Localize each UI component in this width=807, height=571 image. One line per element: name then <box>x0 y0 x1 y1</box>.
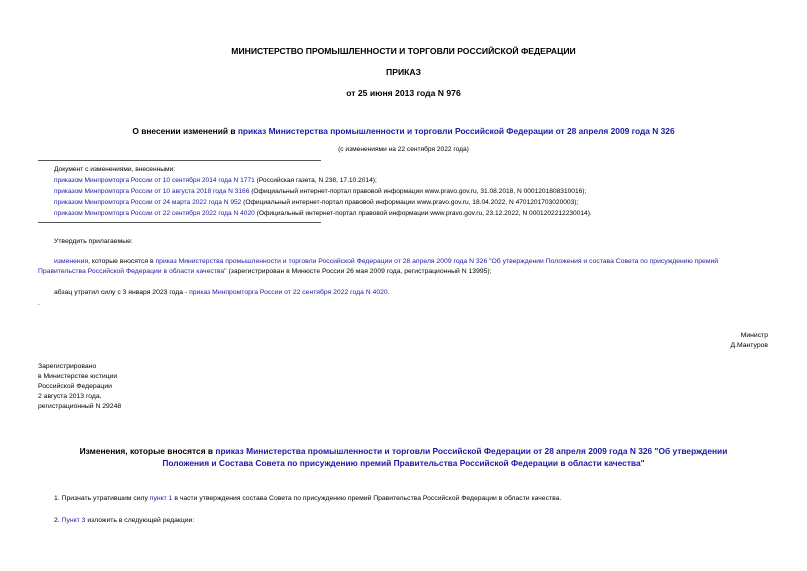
changes-item <box>54 208 592 219</box>
date-number-heading: от 25 июня 2013 года N 976 <box>346 88 461 98</box>
signature-name: Д.Мантуров <box>730 342 768 349</box>
order-326-link-continued[interactable]: Правительства Российской Федерации в области качества" <box>38 268 227 275</box>
document-title-prefix: О внесении изменений в <box>132 126 238 136</box>
document-title <box>0 126 807 136</box>
item2-text: абзац утратил силу с 3 января 2023 года - <box>54 289 190 296</box>
amendment-source-4: (Официальный интернет-портал правовой информации www.pravo.gov.ru, 23.12.2022, N 0001202212230014). <box>254 210 592 217</box>
changes-link[interactable]: изменения <box>54 258 89 265</box>
approve-text: Утвердить прилагаемые: <box>54 238 133 245</box>
divider-bottom <box>38 222 321 223</box>
changes-title-link-continued[interactable]: Положения и Состава Совета по присуждению премий Правительства Российской Федерации в области качества" <box>162 458 645 468</box>
point-2-prefix: 2. <box>54 517 62 524</box>
point-2 <box>54 516 194 526</box>
divider-top <box>38 160 321 161</box>
registration-line: Российской Федерации <box>38 383 112 390</box>
registration-block <box>38 362 121 412</box>
registration-line: Зарегистрировано <box>38 363 97 370</box>
changes-title-prefix: Изменения, которые вносятся в <box>79 446 216 456</box>
amended-order-link[interactable]: приказ Министерства промышленности и торговли Российской Федерации от 28 апреля 2009 года N 326 <box>237 126 675 136</box>
point-1 <box>54 494 561 504</box>
item1-text-1: , которые вносятся в <box>88 258 156 265</box>
signature-position: Министр <box>740 332 768 339</box>
order-326-link[interactable]: приказ Министерства промышленности и торговли Российской Федерации от 28 апреля 2009 года N 326 "Об утверждении Положения и состава Совета по присуждению премий <box>155 258 719 265</box>
signature <box>731 331 768 351</box>
amendment-link-1[interactable]: приказом Минпромторга России от 10 сентября 2014 года N 1771 <box>54 177 255 184</box>
edition-note: (с изменениями на 22 сентября 2022 года) <box>338 146 469 153</box>
amendment-link-4[interactable]: приказом Минпромторга России от 22 сентября 2022 года N 4020 <box>54 210 255 217</box>
changes-title <box>0 445 807 469</box>
amendment-link-2[interactable]: приказом Минпромторга России от 10 августа 2018 года N 3166 <box>54 188 250 195</box>
trailing-dot: . <box>38 300 40 307</box>
changes-intro: Документ с изменениями, внесенными: <box>54 166 176 173</box>
point-1-prefix: 1. Признать утратившим силу <box>54 495 150 502</box>
point-1-rest: в части утверждения состава Совета по присуждению премий Правительства Российской Федерации в области качества. <box>172 495 562 502</box>
registration-line: регистрационный N 29248 <box>38 403 122 410</box>
point-2-link[interactable]: Пункт 3 <box>61 517 86 524</box>
approved-item-1 <box>38 257 778 277</box>
changes-item <box>54 175 592 186</box>
item1-text-2: (зарегистрирован в Минюсте России 26 мая 2009 года, регистрационный N 13995); <box>226 268 492 275</box>
item2-end: . <box>387 289 390 296</box>
amendment-source-2: (Официальный интернет-портал правовой информации www.pravo.gov.ru, 31.08.2018, N 0001201808310016); <box>249 188 587 195</box>
changes-item <box>54 186 592 197</box>
amendment-link-3[interactable]: приказом Минпромторга России от 24 марта 2022 года N 952 <box>54 199 242 206</box>
doc-type-heading: ПРИКАЗ <box>386 67 421 77</box>
point-1-link[interactable]: пункт 1 <box>149 495 173 502</box>
order-4020-link[interactable]: приказ Минпромторга России от 22 сентября 2022 года N 4020 <box>189 289 388 296</box>
approved-item-2 <box>54 288 390 298</box>
registration-line: 2 августа 2013 года, <box>38 393 102 400</box>
amendment-source-1: (Российская газета, N 238, 17.10.2014); <box>254 177 377 184</box>
registration-line: в Министерстве юстиции <box>38 373 118 380</box>
changes-block <box>54 164 592 219</box>
ministry-heading: МИНИСТЕРСТВО ПРОМЫШЛЕННОСТИ И ТОРГОВЛИ РОССИЙСКОЙ ФЕДЕРАЦИИ <box>231 46 576 56</box>
changes-item <box>54 197 592 208</box>
changes-title-link[interactable]: приказ Министерства промышленности и торговли Российской Федерации от 28 апреля 2009 года N 326 "Об утверждении <box>215 446 728 456</box>
amendment-source-3: (Официальный интернет-портал правовой информации www.pravo.gov.ru, 18.04.2022, N 4701201703020003); <box>241 199 579 206</box>
point-2-rest: изложить в следующей редакции: <box>85 517 195 524</box>
